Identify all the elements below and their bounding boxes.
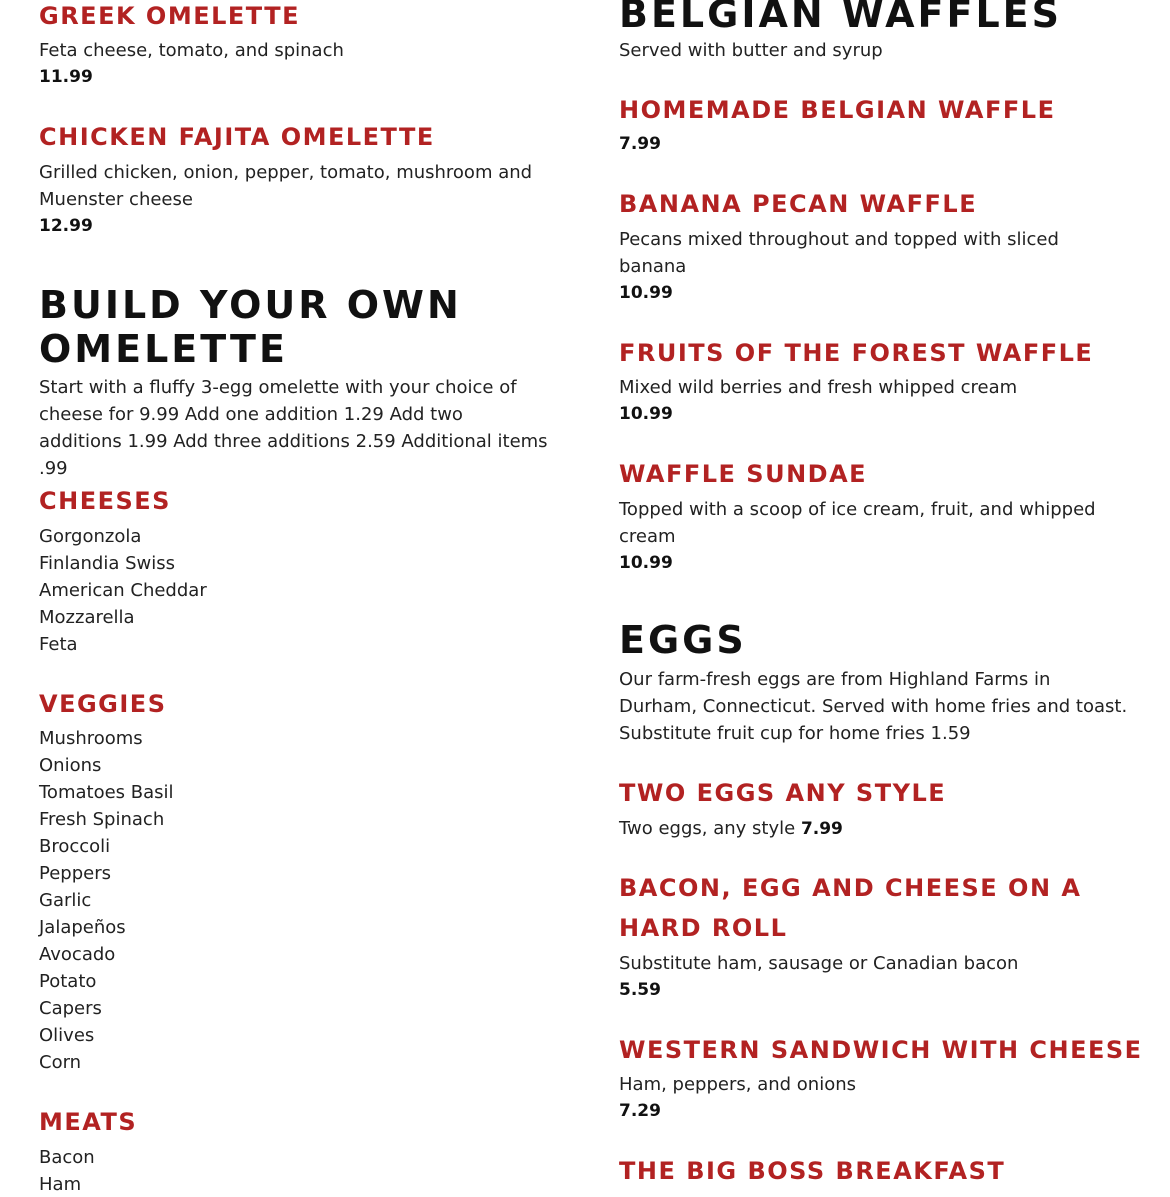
fruits-forest-waffle-price: 10.99	[619, 404, 673, 424]
waffle-sundae-title: WAFFLE SUNDAE	[619, 460, 868, 488]
build-your-own-desc: Start with a fluffy 3-egg omelette with your choice of cheese for 9.99 Add one addition 1.29 Add two additions 1.99 Add three additions 2.59 Additional items .99	[39, 377, 548, 479]
cheese-item: Mozzarella	[39, 607, 135, 628]
two-eggs-desc: Two eggs, any style	[619, 818, 796, 839]
cheese-item: Finlandia Swiss	[39, 553, 175, 574]
veggies-title: VEGGIES	[39, 690, 167, 718]
meat-item: Bacon	[39, 1147, 95, 1168]
big-boss-breakfast-title: THE BIG BOSS BREAKFAST	[619, 1157, 1006, 1185]
bacon-egg-cheese-price: 5.59	[619, 980, 661, 1000]
cheeses-title: CHEESES	[39, 487, 171, 515]
banana-pecan-waffle-price: 10.99	[619, 283, 673, 303]
cheese-item: American Cheddar	[39, 580, 207, 601]
meats-title: MEATS	[39, 1108, 138, 1136]
veggie-item: Jalapeños	[39, 917, 126, 938]
bacon-egg-cheese-title-line2: HARD ROLL	[619, 914, 788, 942]
homemade-belgian-waffle-title: HOMEMADE BELGIAN WAFFLE	[619, 96, 1056, 124]
eggs-desc: Our farm-fresh eggs are from Highland Farms in Durham, Connecticut. Served with home fries and toast. Substitute fruit cup for home fries 1.59	[619, 669, 1128, 744]
veggie-item: Broccoli	[39, 836, 111, 857]
veggie-item: Onions	[39, 755, 102, 776]
bacon-egg-cheese-title-line1: BACON, EGG AND CHEESE ON A	[619, 874, 1082, 902]
western-sandwich-title: WESTERN SANDWICH WITH CHEESE	[619, 1036, 1143, 1064]
build-your-own-title-line2: OMELETTE	[39, 327, 288, 371]
veggie-item: Peppers	[39, 863, 111, 884]
veggie-item: Fresh Spinach	[39, 809, 165, 830]
veggie-item: Capers	[39, 998, 102, 1019]
belgian-waffles-title: BELGIAN WAFFLES	[619, 0, 1062, 36]
chicken-fajita-omelette-title: CHICKEN FAJITA OMELETTE	[39, 123, 435, 151]
veggie-item: Olives	[39, 1025, 95, 1046]
eggs-title: EGGS	[619, 618, 747, 662]
greek-omelette-price: 11.99	[39, 67, 93, 87]
veggie-item: Tomatoes Basil	[39, 782, 174, 803]
waffle-sundae-desc: Topped with a scoop of ice cream, fruit, and whipped cream	[619, 499, 1096, 547]
two-eggs-line	[619, 815, 843, 843]
chicken-fajita-omelette-desc: Grilled chicken, onion, pepper, tomato, mushroom and Muenster cheese	[39, 162, 533, 210]
veggie-item: Avocado	[39, 944, 116, 965]
chicken-fajita-omelette-price: 12.99	[39, 216, 93, 236]
belgian-waffles-desc: Served with butter and syrup	[619, 40, 883, 61]
banana-pecan-waffle-title: BANANA PECAN WAFFLE	[619, 190, 978, 218]
banana-pecan-waffle-desc: Pecans mixed throughout and topped with sliced banana	[619, 229, 1059, 277]
fruits-forest-waffle-desc: Mixed wild berries and fresh whipped cream	[619, 377, 1018, 398]
veggie-item: Corn	[39, 1052, 82, 1073]
homemade-belgian-waffle-price: 7.99	[619, 134, 661, 154]
veggie-item: Mushrooms	[39, 728, 143, 749]
veggie-item: Garlic	[39, 890, 92, 911]
meat-item: Ham	[39, 1174, 82, 1195]
two-eggs-price: 7.99	[800, 819, 843, 839]
cheese-item: Gorgonzola	[39, 526, 142, 547]
greek-omelette-desc: Feta cheese, tomato, and spinach	[39, 40, 344, 61]
western-sandwich-desc: Ham, peppers, and onions	[619, 1074, 856, 1095]
bacon-egg-cheese-desc: Substitute ham, sausage or Canadian bacon	[619, 953, 1019, 974]
waffle-sundae-price: 10.99	[619, 553, 673, 573]
fruits-forest-waffle-title: FRUITS OF THE FOREST WAFFLE	[619, 339, 1094, 367]
greek-omelette-title: GREEK OMELETTE	[39, 2, 300, 30]
veggie-item: Potato	[39, 971, 97, 992]
build-your-own-title-line1: BUILD YOUR OWN	[39, 283, 462, 327]
cheese-item: Feta	[39, 634, 78, 655]
two-eggs-title: TWO EGGS ANY STYLE	[619, 779, 947, 807]
western-sandwich-price: 7.29	[619, 1101, 661, 1121]
